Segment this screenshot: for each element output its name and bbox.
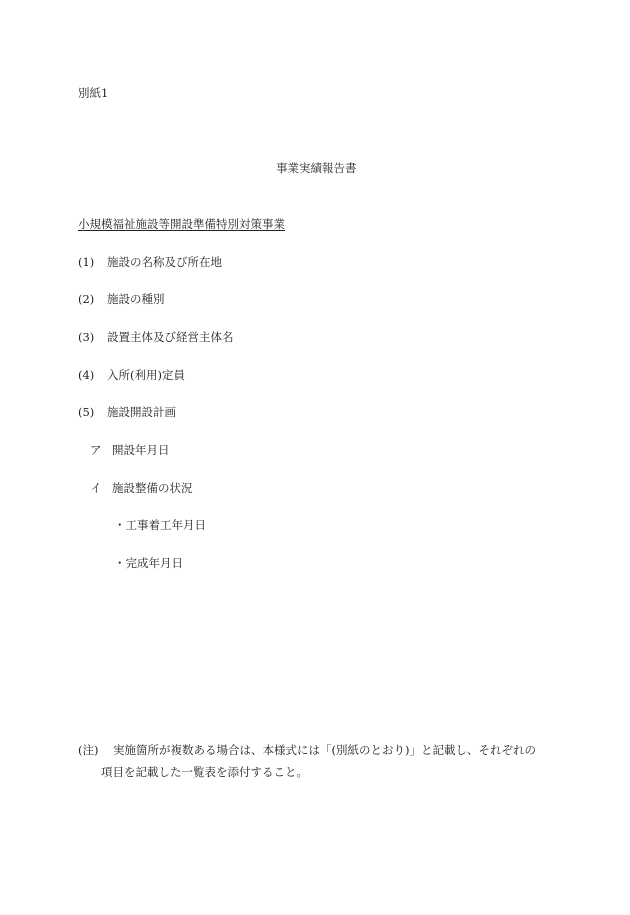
sub-item-label: 開設年月日: [112, 443, 170, 457]
note-line-1: [78, 743, 536, 757]
project-name: 小規模福祉施設等開設準備特別対策事業: [78, 217, 285, 231]
item-1: [78, 255, 222, 269]
note-label: (注): [78, 743, 99, 757]
sub-item-label: 施設整備の状況: [112, 481, 193, 495]
attachment-label: 別紙1: [78, 86, 109, 100]
item-5: [78, 405, 176, 419]
item-number: (3): [78, 330, 95, 344]
item-2: [78, 292, 165, 306]
bullet-construction-start-date: ・工事着工年月日: [114, 518, 206, 532]
item-number: (4): [78, 368, 95, 382]
item-label: 施設の名称及び所在地: [107, 255, 222, 269]
item-label: 入所(利用)定員: [107, 368, 185, 382]
sub-item-marker: ア: [90, 443, 102, 457]
item-4: [78, 368, 185, 382]
item-number: (1): [78, 255, 95, 269]
page-title: 事業実績報告書: [276, 161, 357, 175]
sub-item-i: [90, 481, 193, 495]
item-label: 施設の種別: [107, 292, 165, 306]
item-label: 設置主体及び経営主体名: [107, 330, 234, 344]
item-label: 施設開設計画: [107, 405, 176, 419]
sub-item-marker: イ: [90, 481, 102, 495]
bullet-completion-date: ・完成年月日: [114, 556, 183, 570]
note-text-1: 実施箇所が複数ある場合は、本様式には「(別紙のとおり)」と記載し、それぞれの: [113, 743, 536, 757]
sub-item-a: [90, 443, 170, 457]
note-text-2: 項目を記載した一覧表を添付すること。: [101, 765, 308, 779]
item-number: (2): [78, 292, 95, 306]
item-3: [78, 330, 234, 344]
item-number: (5): [78, 405, 95, 419]
